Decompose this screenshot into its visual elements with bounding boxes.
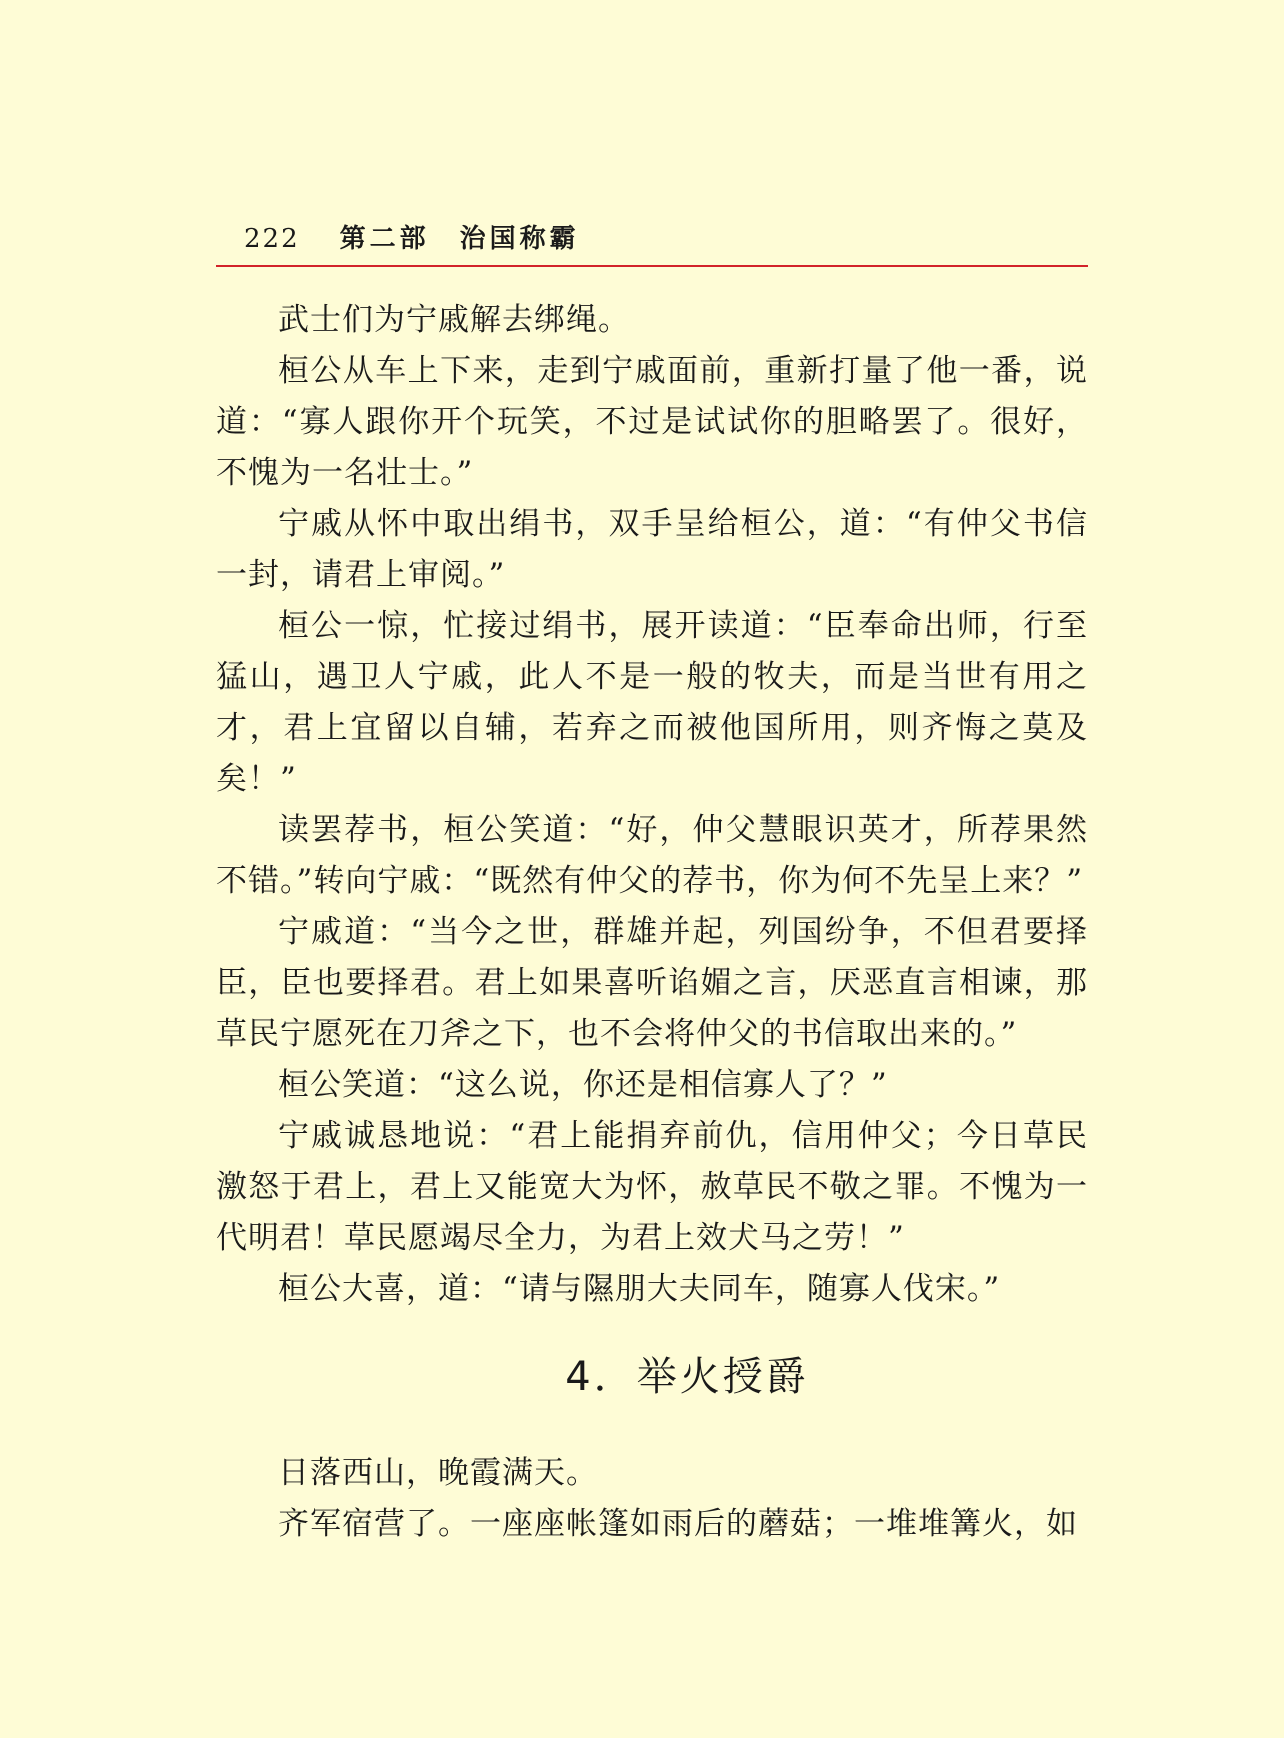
paragraph: 日落西山，晚霞满天。 [278, 1455, 598, 1491]
paragraph: 宁戚诚恳地说：“君上能捐弃前仇，信用仲父；今日草民激怒于君上，君上又能宽大为怀，赦草民不敬之罪。不愧为一代明君！草民愿竭尽全力，为君上效犬马之劳！” [216, 1118, 1088, 1256]
paragraph: 桓公大喜，道：“请与隰朋大夫同车，随寡人伐宋。” [278, 1271, 1001, 1307]
paragraph: 武士们为宁戚解去绑绳。 [278, 302, 630, 338]
part-title: 治国称霸 [459, 224, 580, 254]
paragraph: 读罢荐书，桓公笑道：“好，仲父慧眼识英才，所荐果然不错。”转向宁戚：“既然有仲父的荐书，你为何不先呈上来？” [216, 812, 1088, 899]
body-text [216, 295, 1088, 1315]
part-label: 第二部 [339, 224, 430, 254]
paragraph: 齐军宿营了。一座座帐篷如雨后的蘑菇；一堆堆篝火，如 [278, 1506, 1078, 1542]
page-number: 222 [244, 224, 300, 254]
running-head [244, 218, 580, 258]
header-rule [216, 265, 1088, 267]
paragraph: 桓公从车上下来，走到宁戚面前，重新打量了他一番，说道：“寡人跟你开个玩笑，不过是试试你的胆略罢了。很好，不愧为一名壮士。” [216, 353, 1088, 491]
paragraph: 宁戚从怀中取出绢书，双手呈给桓公，道：“有仲父书信一封，请君上审阅。” [216, 506, 1088, 593]
paragraph: 宁戚道：“当今之世，群雄并起，列国纷争，不但君要择臣，臣也要择君。君上如果喜听谄媚之言，厌恶直言相谏，那草民宁愿死在刀斧之下，也不会将仲父的书信取出来的。” [216, 914, 1088, 1052]
section-heading [0, 1345, 1284, 1402]
paragraph: 桓公一惊，忙接过绢书，展开读道：“臣奉命出师，行至猛山，遇卫人宁戚，此人不是一般的牧夫，而是当世有用之才，君上宜留以自辅，若弃之而被他国所用，则齐悔之莫及矣！” [216, 608, 1088, 797]
paragraph: 桓公笑道：“这么说，你还是相信寡人了？” [278, 1067, 888, 1103]
section-body-text [216, 1448, 1088, 1550]
section-heading-text: 4．举火授爵 [565, 1354, 809, 1400]
